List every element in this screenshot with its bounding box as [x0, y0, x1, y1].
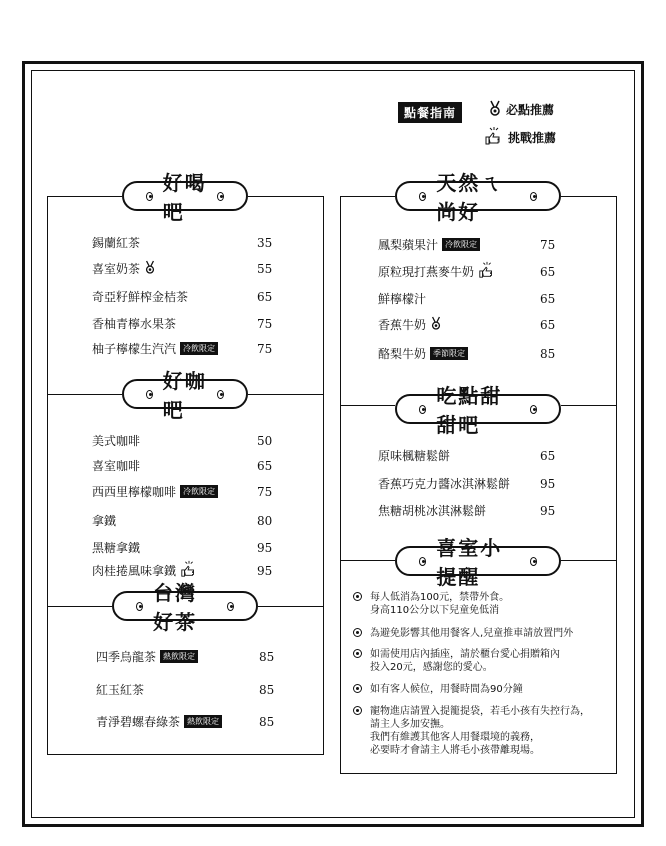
bullet-icon	[530, 192, 537, 201]
badge-cold-only: 冷飲限定	[180, 485, 218, 498]
bullet-icon	[353, 706, 362, 715]
menu-item-coffee-5: 肉桂捲風味拿鐵 95	[92, 560, 292, 581]
menu-item-drinks-3: 香柚青檸水果茶 75	[92, 316, 273, 331]
menu-item-drinks-4: 柚子檸檬生汽汽 冷飲限定 75	[92, 341, 273, 356]
menu-item-drinks-1: 喜室奶茶 55	[92, 261, 273, 276]
bullet-icon	[353, 628, 362, 637]
menu-item-natural-3: 香蕉牛奶 65	[378, 317, 556, 332]
menu-item-drinks-0: 錫蘭紅茶 35	[92, 235, 273, 250]
bullet-icon	[353, 592, 362, 601]
menu-item-coffee-1: 喜室咖啡 65	[92, 458, 273, 473]
menu-item-natural-4: 酪梨牛奶 季節限定 85	[378, 346, 556, 361]
tip-0: 每人低消為100元，禁帶外食。 身高110公分以下兒童免低消	[370, 591, 509, 617]
badge-cold-only: 冷飲限定	[180, 342, 218, 355]
menu-item-natural-1: 原粒現打燕麥牛奶 65	[378, 261, 578, 282]
bullet-icon	[217, 390, 224, 399]
badge-hot-only: 熱飲限定	[160, 650, 198, 663]
badge-cold-only: 冷飲限定	[442, 238, 480, 251]
tip-4: 寵物進店請置入提籠提袋，若毛小孩有失控行為， 請主人多加安撫。 我們有維護其他客人用餐環境的義務， 必要時才會請主人將毛小孩帶離現場。	[370, 705, 590, 757]
bullet-icon	[217, 192, 224, 201]
bullet-icon	[419, 192, 426, 201]
bullet-icon	[419, 557, 426, 566]
legend-challenge	[484, 126, 556, 149]
tip-3: 如有客人候位，用餐時間為90分鐘	[370, 683, 523, 696]
bullet-icon	[146, 192, 153, 201]
badge-hot-only: 熱飲限定	[184, 715, 222, 728]
tip-2: 如需使用店內插座，請於櫃台愛心捐贈箱內 投入20元，感謝您的愛心。	[370, 648, 560, 674]
section-title-natural: 天然ㄟ尚好	[395, 181, 561, 211]
menu-item-coffee-4: 黑糖拿鐵 95	[92, 540, 273, 555]
tip-1: 為避免影響其他用餐客人,兒童推車請放置門外	[370, 627, 573, 640]
section-title-drinks: 好喝吧	[122, 181, 248, 211]
bullet-icon	[353, 649, 362, 658]
menu-item-tea-2: 青淨碧螺春綠茶 熱飲限定 85	[96, 714, 275, 729]
legend-must-order	[488, 100, 554, 119]
section-title-tea: 台灣好茶	[112, 591, 258, 621]
bullet-icon	[530, 405, 537, 414]
medal-icon	[144, 260, 156, 277]
bullet-icon	[136, 602, 143, 611]
menu-item-drinks-2: 奇亞籽鮮榨金桔茶 65	[92, 289, 273, 304]
thumbs-up-icon	[478, 261, 496, 282]
bullet-icon	[146, 390, 153, 399]
medal-icon	[430, 316, 442, 333]
section-title-tips: 喜室小提醒	[395, 546, 561, 576]
thumbs-up-icon	[484, 126, 504, 149]
section-title-coffee: 好咖吧	[122, 379, 248, 409]
order-guide-tag: 點餐指南	[398, 102, 462, 123]
menu-item-tea-0: 四季烏龍茶 熱飲限定 85	[96, 649, 275, 664]
bullet-icon	[353, 684, 362, 693]
bullet-icon	[419, 405, 426, 414]
menu-item-natural-0: 鳳梨蘋果汁 冷飲限定 75	[378, 237, 556, 252]
section-title-sweets: 吃點甜甜吧	[395, 394, 561, 424]
menu-item-natural-2: 鮮檸檬汁 65	[378, 291, 556, 306]
menu-item-tea-1: 紅玉紅茶 85	[96, 682, 275, 697]
menu-item-coffee-0: 美式咖啡 50	[92, 433, 273, 448]
legend-must-label: 必點推薦	[506, 103, 555, 117]
bullet-icon	[530, 557, 537, 566]
badge-seasonal: 季節限定	[430, 347, 468, 360]
menu-item-coffee-3: 拿鐵 80	[92, 513, 273, 528]
menu-item-coffee-2: 西西里檸檬咖啡 冷飲限定 75	[92, 484, 273, 499]
menu-item-sweets-0: 原味楓糖鬆餅 65	[378, 448, 556, 463]
left-panel	[47, 196, 324, 755]
medal-icon	[488, 100, 502, 119]
bullet-icon	[227, 602, 234, 611]
legend-challenge-label: 挑戰推薦	[508, 131, 557, 145]
menu-item-sweets-1: 香蕉巧克力醬冰淇淋鬆餅 95	[378, 476, 556, 491]
menu-item-sweets-2: 焦糖胡桃冰淇淋鬆餅 95	[378, 503, 556, 518]
